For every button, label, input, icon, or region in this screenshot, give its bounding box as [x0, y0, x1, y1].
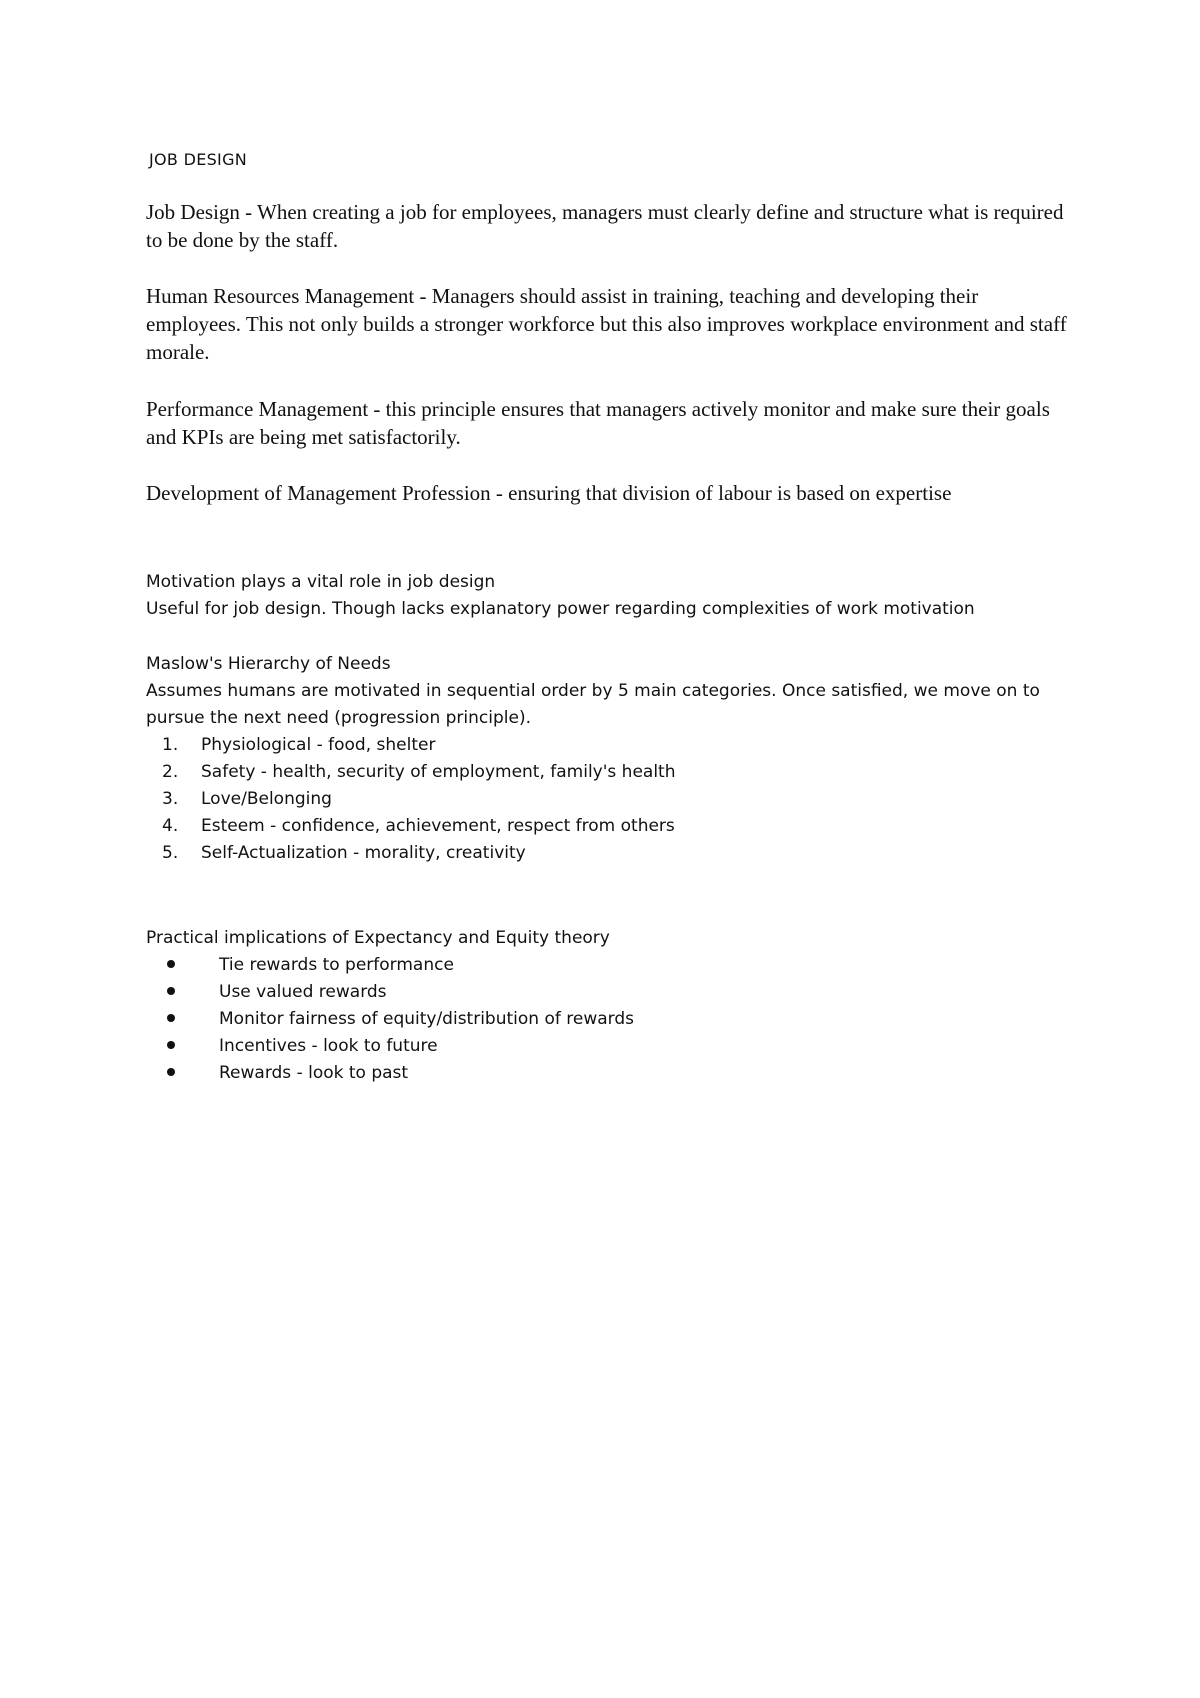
maslow-needs-list — [146, 732, 676, 867]
document-title: JOB DESIGN — [149, 150, 248, 169]
list-item-text: Self-Actualization - morality, creativity — [201, 843, 526, 863]
list-item-text: Physiological - food, shelter — [201, 735, 436, 755]
list-number: 1. — [162, 735, 179, 755]
maslow-description: Assumes humans are motivated in sequential order by 5 main categories. Once satisfied, we move on to pursue the next need (progression principle). — [146, 681, 1040, 728]
list-item-text: Love/Belonging — [201, 789, 332, 809]
paragraph-performance-management: Performance Management - this principle ensures that managers actively monitor and make sure their goals and KPIs are being met satisfactorily. — [146, 397, 1050, 449]
bullet-item-text: Tie rewards to performance — [219, 955, 454, 975]
list-number: 2. — [162, 762, 179, 782]
bullet-item-text: Monitor fairness of equity/distribution of rewards — [219, 1009, 634, 1029]
list-number: 5. — [162, 843, 179, 863]
list-number: 4. — [162, 816, 179, 836]
bullet-item — [146, 952, 634, 979]
bullet-icon — [167, 1041, 175, 1049]
list-item — [146, 786, 676, 813]
bullet-item-text: Incentives - look to future — [219, 1036, 438, 1056]
bullet-icon — [167, 1068, 175, 1076]
bullet-item-text: Rewards - look to past — [219, 1063, 409, 1083]
paragraph-job-design: Job Design - When creating a job for employees, managers must clearly define and structure what is required to be done by the staff. — [146, 200, 1064, 252]
paragraph-hr-management: Human Resources Management - Managers should assist in training, teaching and developing their employees. This not only builds a stronger workforce but this also improves workplace environment and staff morale. — [146, 284, 1067, 364]
list-item-text: Safety - health, security of employment, family's health — [201, 762, 676, 782]
bullet-item — [146, 1060, 634, 1087]
motivation-line-1: Motivation plays a vital role in job design — [146, 572, 496, 592]
bullet-item — [146, 1006, 634, 1033]
implications-heading: Practical implications of Expectancy and Equity theory — [146, 928, 610, 948]
bullet-icon — [167, 1014, 175, 1022]
paragraph-management-profession: Development of Management Profession - ensuring that division of labour is based on expertise — [146, 481, 952, 505]
list-item — [146, 840, 676, 867]
bullet-icon — [167, 960, 175, 968]
list-item — [146, 813, 676, 840]
list-number: 3. — [162, 789, 179, 809]
list-item — [146, 759, 676, 786]
bullet-item — [146, 1033, 634, 1060]
list-item-text: Esteem - confidence, achievement, respect from others — [201, 816, 675, 836]
implications-list — [146, 952, 634, 1087]
bullet-icon — [167, 987, 175, 995]
bullet-item — [146, 979, 634, 1006]
list-item — [146, 732, 676, 759]
maslow-heading: Maslow's Hierarchy of Needs — [146, 654, 391, 674]
motivation-line-2: Useful for job design. Though lacks explanatory power regarding complexities of work motivation — [146, 599, 975, 619]
bullet-item-text: Use valued rewards — [219, 982, 387, 1002]
